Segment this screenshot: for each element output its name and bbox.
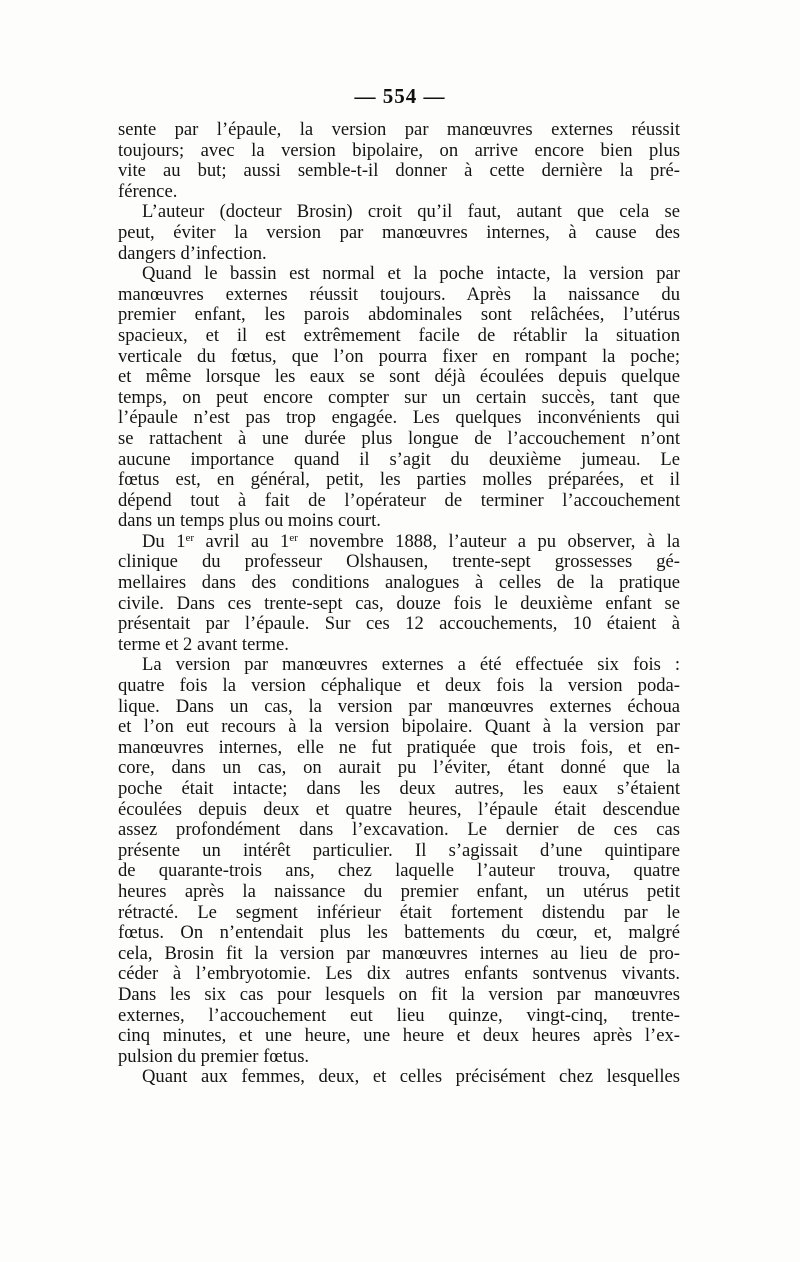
text-line: fœtus est, en général, petit, les parties molles préparées, et il: [118, 470, 680, 491]
text-line: L’auteur (docteur Brosin) croit qu’il faut, autant que cela se: [142, 202, 680, 223]
page-number: — 554 —: [354, 84, 446, 108]
text-line: se rattachent à une durée plus longue de l’accouchement n’ont: [118, 428, 680, 449]
text-line: externes, l’accouchement eut lieu quinze, vingt-cinq, trente-: [118, 1005, 680, 1026]
text-line: Quant aux femmes, deux, et celles précisément chez lesquelles: [142, 1067, 680, 1088]
text-line: manœuvres externes réussit toujours. Après la naissance du: [118, 284, 680, 305]
text-line: heures après la naissance du premier enfant, un utérus petit: [118, 881, 680, 902]
text-line: fœtus. On n’entendait plus les battements du cœur, et, malgré: [118, 923, 680, 944]
text-line: La version par manœuvres externes a été effectuée six fois :: [142, 655, 680, 676]
text-line: lique. Dans un cas, la version par manœuvres externes échoua: [118, 696, 680, 717]
body-text: [118, 120, 680, 1088]
text-line: toujours; avec la version bipolaire, on arrive encore bien plus: [118, 140, 680, 161]
text-line: cinq minutes, et une heure, une heure et deux heures après l’ex-: [118, 1026, 680, 1047]
text-line: poche était intacte; dans les deux autres, les eaux s’étaient: [118, 779, 680, 799]
text-line: assez profondément dans l’excavation. Le dernier de ces cas: [118, 820, 680, 841]
text-line: pulsion du premier fœtus.: [118, 1046, 310, 1067]
text-line: temps, on peut encore compter sur un certain succès, tant que: [118, 387, 680, 408]
text-line: rétracté. Le segment inférieur était fortement distendu par le: [118, 902, 680, 923]
text-line: core, dans un cas, on aurait pu l’éviter, étant donné que la: [118, 758, 680, 779]
text-line: manœuvres internes, elle ne fut pratiquée que trois fois, et en-: [118, 737, 680, 758]
text-line: l’épaule n’est pas trop engagée. Les quelques inconvénients qui: [118, 408, 680, 429]
text-line: sente par l’épaule, la version par manœuvres externes réussit: [118, 120, 680, 140]
text-line: terme et 2 avant terme.: [118, 634, 289, 655]
text-line: civile. Dans ces trente-sept cas, douze fois le deuxième enfant se: [118, 593, 680, 614]
text-line: mellaires dans des conditions analogues à celles de la pratique: [118, 573, 680, 594]
text-line: cela, Brosin fit la version par manœuvres internes au lieu de pro-: [118, 943, 680, 964]
text-line: vite au but; aussi semble-t-il donner à cette dernière la pré-: [118, 161, 680, 182]
text-line: premier enfant, les parois abdominales sont relâchées, l’utérus: [118, 305, 680, 326]
text-line: écoulées depuis deux et quatre heures, l’épaule était descendue: [118, 799, 680, 820]
text-line: spacieux, et il est extrêmement facile de rétablir la situation: [118, 325, 680, 346]
text-line: présentait par l’épaule. Sur ces 12 accouchements, 10 étaient à: [118, 614, 680, 635]
text-line: férence.: [118, 181, 178, 202]
text-line: quatre fois la version céphalique et deux fois la version poda-: [118, 676, 680, 697]
text-line: aucune importance quand il s’agit du deuxième jumeau. Le: [118, 449, 680, 470]
text-line: Du 1er avril au 1er novembre 1888, l’auteur a pu observer, à la: [142, 531, 680, 552]
text-line: peut, éviter la version par manœuvres internes, à cause des: [118, 222, 680, 243]
text-line: présente un intérêt particulier. Il s’agissait d’une quintipare: [118, 840, 680, 861]
text-line: de quarante-trois ans, chez laquelle l’auteur trouva, quatre: [118, 861, 680, 882]
text-line: dangers d’infection.: [118, 243, 267, 264]
text-line: verticale du fœtus, que l’on pourra fixer en rompant la poche;: [118, 346, 680, 367]
text-line: céder à l’embryotomie. Les dix autres enfants sontvenus vivants.: [118, 964, 680, 985]
text-line: Dans les six cas pour lesquels on fit la version par manœuvres: [118, 984, 680, 1005]
text-line: et même lorsque les eaux se sont déjà écoulées depuis quelque: [118, 367, 680, 388]
text-line: dépend tout à fait de l’opérateur de terminer l’accouchement: [118, 490, 680, 511]
text-line: et l’on eut recours à la version bipolaire. Quant à la version par: [118, 717, 680, 738]
text-line: dans un temps plus ou moins court.: [118, 511, 381, 532]
text-line: clinique du professeur Olshausen, trente-sept grossesses gé-: [118, 552, 680, 573]
text-line: Quand le bassin est normal et la poche intacte, la version par: [142, 264, 680, 285]
